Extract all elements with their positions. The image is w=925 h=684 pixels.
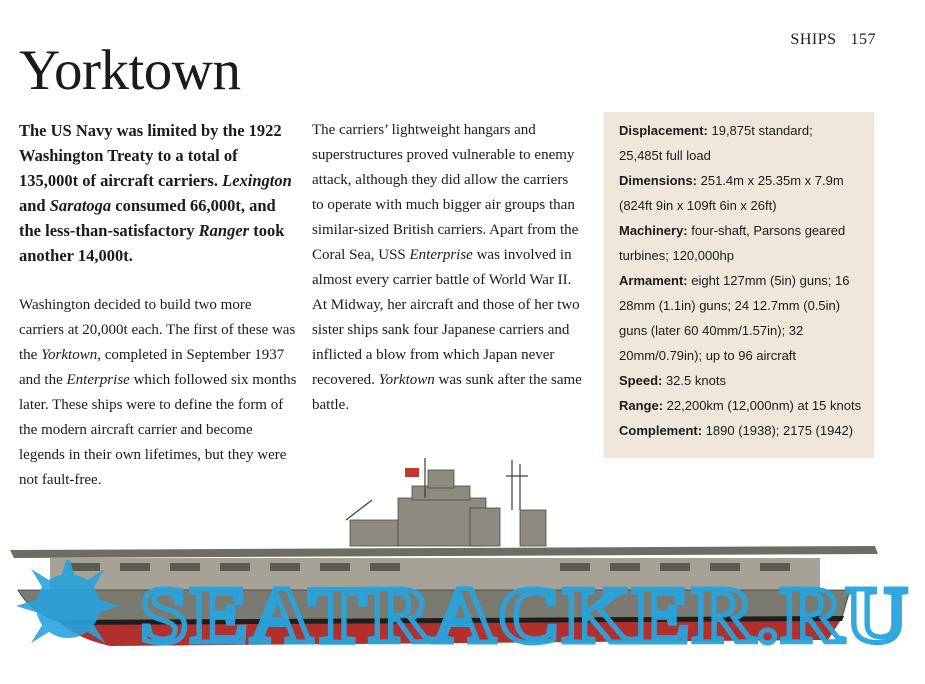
body-paragraph-1: Washington decided to build two more carriers at 20,000t each. The first of these was the Yorktown, completed in September 1937 and the Enterprise which followed six months later. These ships were to define the form of the modern aircraft carrier and become legends in their own lifetimes, but they were not fault-free. [19,297,297,488]
spec-armament-cont-3: 20mm/0.79in); up to 96 aircraft [619,348,797,363]
ship-name-saratoga: Saratoga [49,196,112,215]
ship-name-ranger: Ranger [198,221,250,240]
spec-range: Range: 22,200km (12,000nm) at 15 knots [619,398,862,413]
island-superstructure [350,470,546,546]
spec-armament-cont-2: guns (later 60 40mm/1.57in); 32 [619,323,804,338]
page-number: 157 [850,31,876,48]
spec-speed: Speed: 32.5 knots [619,373,726,388]
watermark [0,560,925,684]
page-title: Yorktown [19,39,241,102]
lead-paragraph: The US Navy was limited by the 1922 Washington Treaty to a total of 135,000t of aircraft carriers. Lexington and Saratoga consumed 66,000t, and the less-than-satisfactory Ranger took another 14,000t. [19,121,292,265]
spec-displacement: Displacement: 19,875t standard; [619,123,813,138]
specifications-box [604,112,874,458]
ship-name-enterprise: Enterprise [66,372,130,388]
watermark-text: SEATRACKER.RU [140,572,910,660]
spec-displacement-cont: 25,485t full load [619,148,711,163]
watermark-sun-icon [16,560,120,643]
page-header [790,31,876,49]
section-label: SHIPS [790,31,837,48]
ship-name-enterprise-2: Enterprise [409,247,473,263]
ship-name-lexington: Lexington [222,171,292,190]
body-paragraph-2: The carriers’ lightweight hangars and superstructures proved vulnerable to enemy attack, although they did allow the carriers to operate with much bigger air groups than similar-sized British carriers. Apart from the Coral Sea, USS Enterprise was involved in almost every carrier battle of World War II. At Midway, her aircraft and those of her two sister ships sank four Japanese carriers and inflicted a blow from which Japan never recovered. Yorktown was sunk after the same battle. [312,122,582,413]
spec-complement: Complement: 1890 (1938); 2175 (1942) [619,423,854,438]
spec-machinery-cont: turbines; 120,000hp [619,248,734,263]
spec-machinery: Machinery: four-shaft, Parsons geared [619,223,846,238]
spec-armament-cont-1: 28mm (1.1in) guns; 24 12.7mm (0.5in) [619,298,841,313]
spec-armament: Armament: eight 127mm (5in) guns; 16 [619,273,850,288]
ship-name-yorktown-2: Yorktown [378,372,435,388]
us-flag [405,468,419,477]
spec-dimensions: Dimensions: 251.4m x 25.35m x 7.9m [619,173,844,188]
spec-dimensions-cont: (824ft 9in x 109ft 6in x 26ft) [619,198,777,213]
ship-name-yorktown: Yorktown [41,347,98,363]
